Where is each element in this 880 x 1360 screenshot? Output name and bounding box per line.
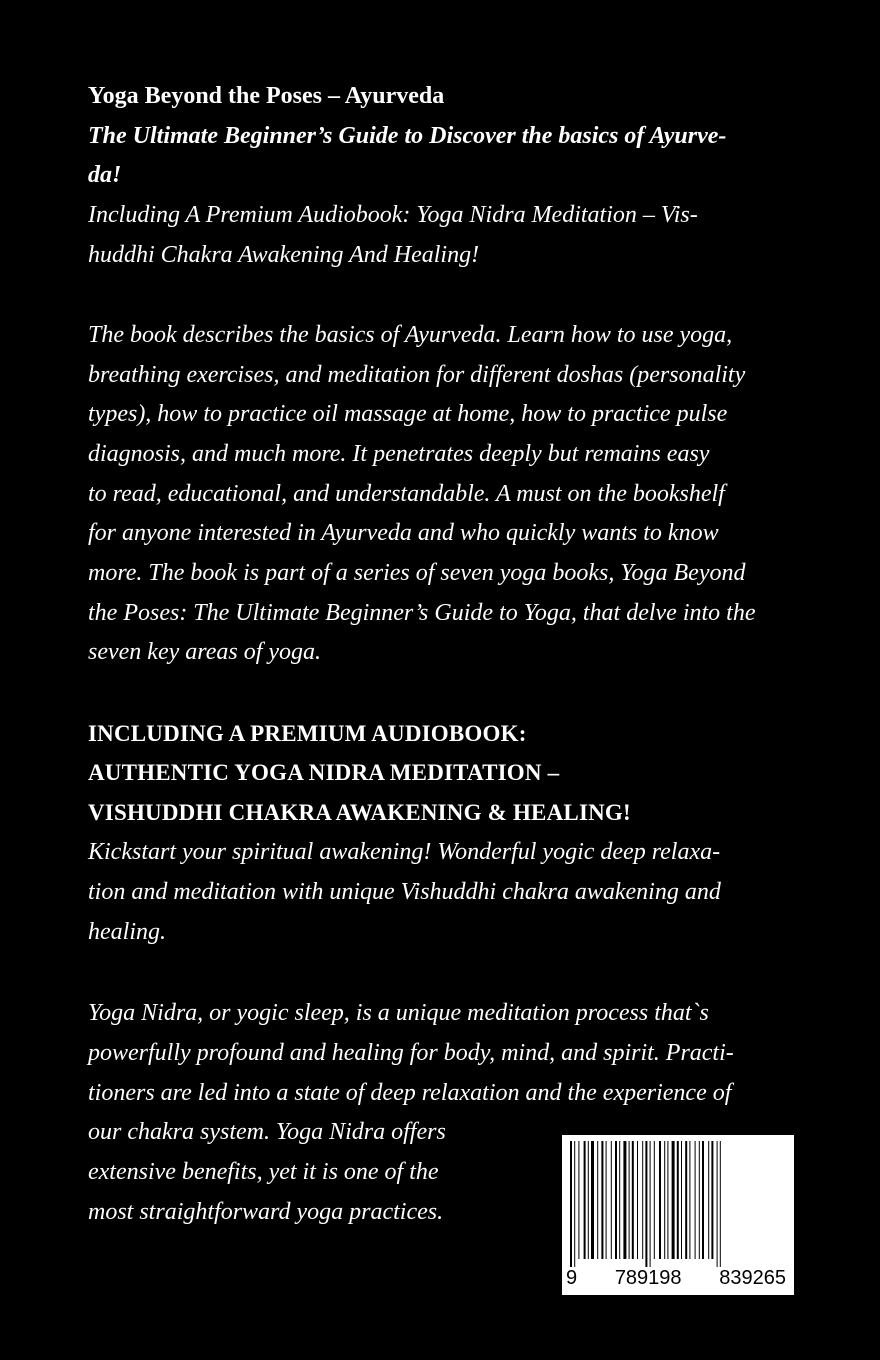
description-line: The book describes the basics of Ayurveda. Learn how to use yoga,	[88, 322, 733, 348]
barcode-bar	[578, 1141, 579, 1259]
book-title: Yoga Beyond the Poses – Ayurveda	[88, 83, 445, 109]
book-subtitle-line-2: da!	[88, 162, 122, 188]
barcode-bar	[685, 1141, 687, 1259]
barcode-bar	[591, 1141, 594, 1259]
barcode-bar	[619, 1141, 620, 1259]
barcode-bar	[650, 1141, 651, 1267]
barcode-bar	[611, 1141, 612, 1259]
nidra-line: extensive benefits, yet it is one of the	[88, 1159, 439, 1185]
barcode-digits-left: 789198	[614, 1267, 682, 1289]
barcode-bar	[588, 1141, 589, 1259]
barcode-bar	[642, 1141, 643, 1259]
description-line: seven key areas of yoga.	[88, 639, 322, 665]
barcode-bar	[672, 1141, 675, 1259]
barcode-bar	[664, 1141, 665, 1259]
barcode-bar	[689, 1141, 690, 1259]
book-subtitle-line-1: The Ultimate Beginner’s Guide to Discover the basics of Ayurve-	[88, 123, 727, 149]
barcode-bar	[601, 1141, 603, 1259]
barcode-bar	[702, 1141, 704, 1259]
barcode-bar	[632, 1141, 634, 1259]
audiobook-text-line: tion and meditation with unique Vishuddhi chakra awakening and	[88, 879, 721, 905]
description-line: more. The book is part of a series of seven yoga books, Yoga Beyond	[88, 560, 746, 586]
barcode-digits	[562, 1265, 794, 1291]
barcode-bar	[615, 1141, 617, 1259]
description-line: for anyone interested in Ayurveda and who quickly wants to know	[88, 520, 719, 546]
description-line: to read, educational, and understandable. A must on the bookshelf	[88, 481, 725, 507]
barcode-bar	[584, 1141, 586, 1259]
isbn-barcode	[559, 1132, 797, 1298]
barcode-bar	[717, 1141, 718, 1267]
barcode-bar	[606, 1141, 607, 1259]
nidra-line: our chakra system. Yoga Nidra offers	[88, 1119, 446, 1145]
including-line-2: huddhi Chakra Awakening And Healing!	[88, 242, 480, 268]
barcode-bar	[645, 1141, 647, 1267]
barcode-digits-right: 839265	[719, 1267, 786, 1289]
audiobook-heading-line: VISHUDDHI CHAKRA AWAKENING & HEALING!	[88, 800, 631, 825]
audiobook-text-line: healing.	[88, 919, 166, 945]
barcode-bar	[699, 1141, 700, 1259]
barcode-bar	[711, 1141, 713, 1259]
barcode-bar	[637, 1141, 638, 1259]
barcode-bar	[597, 1141, 598, 1259]
description-line: diagnosis, and much more. It penetrates deeply but remains easy	[88, 441, 710, 467]
barcode-bar	[654, 1141, 655, 1259]
including-line-1: Including A Premium Audiobook: Yoga Nidra Meditation – Vis-	[88, 202, 698, 228]
barcode-bar	[695, 1141, 696, 1259]
barcode-bar	[574, 1141, 575, 1267]
barcode-bar	[570, 1141, 572, 1267]
audiobook-heading-line: AUTHENTIC YOGA NIDRA MEDITATION –	[88, 760, 560, 785]
barcode-bars	[568, 1141, 794, 1267]
barcode-bar	[667, 1141, 668, 1259]
barcode-bar	[720, 1141, 721, 1267]
barcode-bar	[677, 1141, 679, 1259]
barcode-bar	[623, 1141, 626, 1259]
nidra-line: tioners are led into a state of deep relaxation and the experience of	[88, 1080, 732, 1106]
barcode-bar	[629, 1141, 630, 1259]
barcode-bar	[708, 1141, 709, 1259]
nidra-line: Yoga Nidra, or yogic sleep, is a unique meditation process that`s	[88, 1000, 709, 1026]
description-line: the Poses: The Ultimate Beginner’s Guide to Yoga, that delve into the	[88, 600, 756, 626]
barcode-bar	[681, 1141, 682, 1259]
audiobook-heading-line: INCLUDING A PREMIUM AUDIOBOOK:	[88, 721, 527, 746]
nidra-line: most straightforward yoga practices.	[88, 1199, 444, 1225]
description-line: types), how to practice oil massage at home, how to practice pulse	[88, 401, 728, 427]
audiobook-text-line: Kickstart your spiritual awakening! Wonderful yogic deep relaxa-	[88, 839, 721, 865]
description-line: breathing exercises, and meditation for different doshas (personality	[88, 362, 746, 388]
nidra-line: powerfully profound and healing for body, mind, and spirit. Practi-	[88, 1040, 734, 1066]
barcode-digit-prefix: 9	[566, 1267, 578, 1289]
barcode-bar	[659, 1141, 661, 1259]
